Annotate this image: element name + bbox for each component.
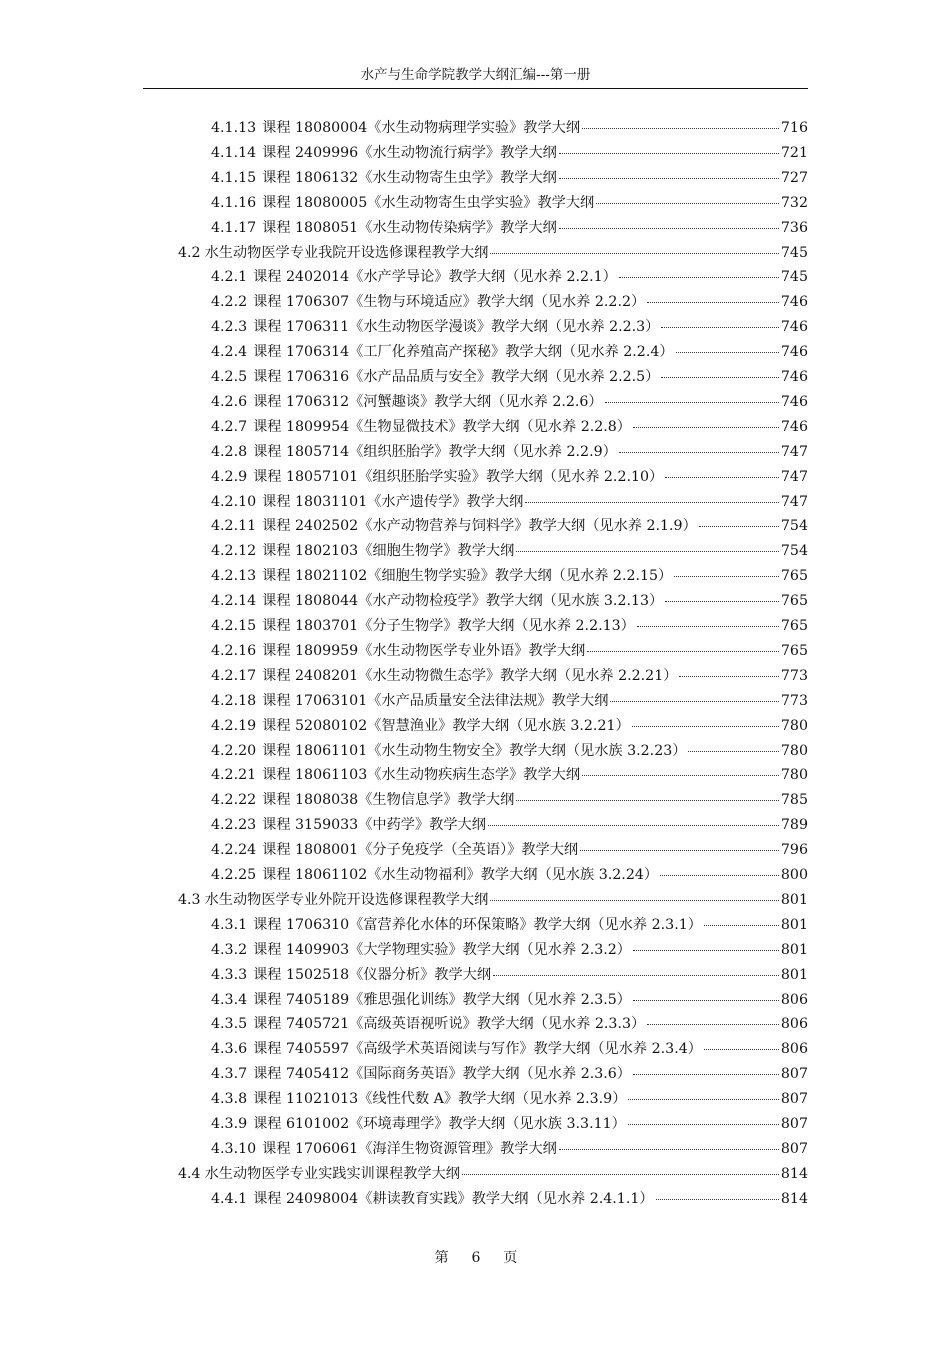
toc-entry-page: 746: [780, 369, 808, 385]
toc-leader-dots: [637, 625, 779, 627]
toc-entry-number: 4.2.10: [211, 493, 257, 510]
toc-entry[interactable]: [211, 290, 808, 315]
toc-entry-number: 4.3.8: [211, 1091, 248, 1108]
toc-entry-number: 4.3.9: [211, 1116, 248, 1132]
toc-entry-page: 745: [780, 269, 808, 286]
toc-leader-dots: [490, 252, 779, 254]
toc-entry[interactable]: [211, 664, 808, 689]
toc-leader-dots: [628, 1123, 779, 1125]
toc-entry[interactable]: [211, 938, 808, 963]
toc-leader-dots: [587, 650, 779, 652]
toc-leader-dots: [633, 999, 779, 1001]
toc-leader-dots: [647, 1023, 779, 1025]
toc-leader-dots: [493, 974, 779, 976]
toc-entry-title: 水生动物医学专业外院开设选修课程教学大纲: [204, 891, 489, 908]
toc-entry-number: 4.3.6: [211, 1041, 248, 1058]
toc-leader-dots: [704, 1048, 779, 1050]
toc-entry-title: 课程 18061101《水生动物生物安全》教学大纲（见水族 3.2.23）: [262, 742, 687, 759]
toc-leader-dots: [559, 152, 779, 154]
toc-leader-dots: [661, 376, 779, 378]
toc-entry-page: 780: [780, 717, 808, 734]
toc-leader-dots: [633, 1073, 779, 1075]
toc-entry-number: 4.2.1: [211, 269, 248, 286]
toc-entry[interactable]: [211, 415, 808, 440]
header-title: 水产与生命学院教学大纲汇编---第一册: [360, 67, 591, 83]
toc-entry-page: 727: [780, 169, 808, 186]
toc-entry-page: 721: [780, 144, 808, 161]
toc-leader-dots: [674, 575, 779, 577]
toc-entry-number: 4.2.22: [211, 792, 257, 809]
toc-entry[interactable]: [178, 1162, 808, 1187]
toc-entry-title: 课程 1808038《生物信息学》教学大纲: [262, 792, 515, 809]
toc-entry-title: 课程 2408201《水生动物微生态学》教学大纲（见水养 2.2.21）: [262, 667, 678, 684]
toc-entry-title: 课程 1706307《生物与环境适应》教学大纲（见水养 2.2.2）: [253, 294, 646, 311]
toc-entry-number: 4.2.19: [211, 717, 257, 734]
toc-entry[interactable]: [211, 216, 808, 241]
toc-entry-number: 4.2: [178, 244, 201, 261]
toc-entry-title: 课程 1706312《河蟹趣谈》教学大纲（见水养 2.2.6）: [253, 393, 603, 410]
toc-entry-page: 806: [780, 991, 808, 1008]
toc-entry-number: 4.2.5: [211, 369, 248, 385]
toc-entry[interactable]: [211, 1062, 808, 1087]
toc-entry-page: 807: [780, 1066, 808, 1083]
toc-entry[interactable]: [211, 265, 808, 290]
toc-entry-number: 4.1.15: [211, 169, 257, 186]
toc-entry[interactable]: [211, 514, 808, 539]
toc-leader-dots: [676, 351, 779, 353]
toc-entry-number: 4.2.6: [211, 393, 248, 410]
toc-leader-dots: [488, 824, 779, 826]
toc-entry[interactable]: [211, 490, 808, 515]
toc-entry-title: 课程 18061103《水生动物疾病生态学》教学大纲: [262, 767, 581, 784]
toc-entry-number: 4.4: [178, 1165, 201, 1182]
toc-entry-title: 课程 1502518《仪器分析》教学大纲: [253, 966, 492, 983]
toc-entry-title: 课程 18031101《水产遗传学》教学大纲: [262, 493, 524, 510]
toc-entry-title: 课程 1808051《水生动物传染病学》教学大纲: [262, 219, 557, 236]
toc-entry-number: 4.3.5: [211, 1016, 248, 1033]
toc-leader-dots: [633, 949, 779, 951]
toc-leader-dots: [559, 1148, 779, 1150]
toc-entry-title: 课程 1806132《水生动物寄生虫学》教学大纲: [262, 169, 557, 186]
toc-entry-title: 课程 18057101《组织胚胎学实验》教学大纲（见水养 2.2.10）: [253, 468, 664, 485]
toc-entry-number: 4.2.21: [211, 767, 257, 784]
toc-entry-page: 773: [780, 667, 808, 684]
toc-entry-number: 4.3: [178, 891, 201, 908]
toc-entry[interactable]: [211, 813, 808, 838]
toc-entry-page: 796: [780, 842, 808, 859]
toc-entry[interactable]: [178, 241, 808, 266]
toc-entry-page: 780: [780, 742, 808, 759]
toc-entry-title: 课程 7405412《国际商务英语》教学大纲（见水养 2.3.6）: [253, 1066, 631, 1083]
footer-page-number: 6: [471, 1250, 481, 1266]
toc-entry-page: 765: [780, 618, 808, 634]
toc-leader-dots: [462, 1173, 779, 1175]
toc-entry-title: 课程 7405189《雅思强化训练》教学大纲（见水养 2.3.5）: [253, 991, 631, 1008]
toc-entry-page: 807: [780, 1140, 808, 1157]
toc-leader-dots: [559, 227, 779, 229]
toc-entry-title: 课程 1809959《水生动物医学专业外语》教学大纲: [262, 642, 586, 659]
toc-entry-title: 课程 17063101《水产品质量安全法律法规》教学大纲: [262, 692, 609, 709]
toc-entry-page: 807: [780, 1091, 808, 1108]
toc-entry-title: 课程 2402014《水产学导论》教学大纲（见水养 2.2.1）: [253, 269, 617, 286]
toc-entry[interactable]: [211, 963, 808, 988]
toc-entry-number: 4.2.14: [211, 593, 257, 610]
toc-leader-dots: [688, 750, 778, 752]
toc-entry[interactable]: [211, 1137, 808, 1162]
toc-leader-dots: [633, 426, 779, 428]
toc-entry-title: 课程 24098004《耕读教育实践》教学大纲（见水养 2.4.1.1）: [253, 1190, 654, 1207]
toc-entry-title: 课程 2409996《水生动物流行病学》教学大纲: [262, 144, 557, 161]
toc-entry-page: 732: [780, 194, 808, 211]
toc-entry-title: 水生动物医学专业我院开设选修课程教学大纲: [204, 244, 489, 261]
toc-entry-title: 课程 1808044《水产动物检疫学》教学大纲（见水族 3.2.13）: [262, 593, 664, 610]
toc-leader-dots: [661, 326, 779, 328]
toc-entry[interactable]: [211, 191, 808, 216]
toc-entry-page: 801: [780, 941, 808, 958]
toc-entry-page: 780: [780, 767, 808, 784]
toc-entry-number: 4.2.9: [211, 468, 248, 485]
toc-entry-number: 4.2.15: [211, 618, 257, 634]
toc-leader-dots: [525, 501, 779, 503]
toc-entry-number: 4.1.14: [211, 144, 257, 161]
toc-entry-page: 785: [780, 792, 808, 809]
toc-entry-title: 课程 1409903《大学物理实验》教学大纲（见水养 2.3.2）: [253, 941, 631, 958]
toc-entry-number: 4.3.7: [211, 1066, 248, 1083]
toc-entry-number: 4.2.18: [211, 692, 257, 709]
toc-entry-page: 814: [780, 1165, 808, 1182]
header-divider: [143, 88, 808, 89]
toc-entry[interactable]: [211, 340, 808, 365]
toc-leader-dots: [704, 924, 779, 926]
toc-entry-page: 765: [780, 642, 808, 659]
toc-entry-title: 课程 18080004《水生动物病理学实验》教学大纲: [262, 120, 581, 136]
toc-entry-page: 806: [780, 1041, 808, 1058]
toc-entry-number: 4.3.10: [211, 1140, 257, 1157]
toc-entry[interactable]: [211, 739, 808, 764]
toc-entry-title: 水生动物医学专业实践实训课程教学大纲: [204, 1165, 460, 1182]
toc-entry-title: 课程 1706316《水产品品质与安全》教学大纲（见水养 2.2.5）: [253, 369, 660, 385]
toc-entry[interactable]: [211, 1187, 808, 1212]
toc-entry[interactable]: [178, 888, 808, 913]
toc-leader-dots: [516, 550, 779, 552]
toc-entry-number: 4.2.12: [211, 543, 257, 560]
toc-entry-page: 754: [780, 543, 808, 560]
toc-entry-number: 4.2.4: [211, 344, 248, 361]
toc-leader-dots: [516, 799, 779, 801]
toc-entry-page: 746: [780, 344, 808, 361]
toc-entry[interactable]: [211, 988, 808, 1013]
toc-entry-number: 4.1.13: [211, 120, 257, 136]
toc-entry-title: 课程 3159033《中药学》教学大纲: [262, 817, 486, 834]
toc-entry[interactable]: [211, 166, 808, 191]
toc-entry-title: 课程 52080102《智慧渔业》教学大纲（见水族 3.2.21）: [262, 717, 630, 734]
toc-leader-dots: [559, 177, 779, 179]
toc-entry[interactable]: [211, 913, 808, 938]
toc-leader-dots: [582, 127, 779, 129]
toc-entry-number: 4.2.25: [211, 867, 257, 883]
toc-entry-title: 课程 2402502《水产动物营养与饲料学》教学大纲（见水养 2.1.9）: [262, 518, 697, 535]
toc-leader-dots: [679, 675, 778, 677]
toc-entry-title: 课程 1706310《富营养化水体的环保策略》教学大纲（见水养 2.3.1）: [253, 916, 702, 933]
toc-entry-page: 747: [780, 493, 808, 510]
toc-entry[interactable]: [211, 714, 808, 739]
toc-entry-page: 746: [780, 294, 808, 311]
toc-entry[interactable]: [211, 1012, 808, 1037]
toc-leader-dots: [665, 600, 779, 602]
toc-entry-number: 4.3.4: [211, 991, 248, 1008]
toc-entry[interactable]: [211, 365, 808, 390]
toc-entry-title: 课程 1706314《工厂化养殖高产探秘》教学大纲（见水养 2.2.4）: [253, 344, 674, 361]
toc-entry-page: 745: [780, 244, 808, 261]
toc-leader-dots: [632, 725, 779, 727]
toc-entry-page: 747: [780, 468, 808, 485]
toc-entry-number: 4.2.20: [211, 742, 257, 759]
toc-entry-page: 806: [780, 1016, 808, 1033]
toc-entry[interactable]: [211, 689, 808, 714]
toc-entry[interactable]: [211, 116, 808, 141]
toc-entry-number: 4.2.7: [211, 418, 248, 435]
toc-leader-dots: [580, 849, 779, 851]
toc-entry-title: 课程 1805714《组织胚胎学》教学大纲（见水养 2.2.9）: [253, 443, 617, 460]
toc-entry-title: 课程 11021013《线性代数 A》教学大纲（见水养 2.3.9）: [253, 1091, 627, 1108]
toc-entry[interactable]: [211, 589, 808, 614]
toc-entry[interactable]: [211, 614, 808, 639]
toc-leader-dots: [660, 874, 779, 876]
toc-entry-page: 801: [780, 916, 808, 933]
toc-entry-page: 716: [780, 120, 808, 136]
toc-entry-number: 4.3.1: [211, 916, 248, 933]
toc-entry-page: 807: [780, 1116, 808, 1132]
toc-entry-number: 4.2.17: [211, 667, 257, 684]
toc-entry-number: 4.1.17: [211, 219, 257, 236]
toc-entry[interactable]: [211, 390, 808, 415]
toc-entry[interactable]: [211, 863, 808, 888]
toc-leader-dots: [582, 774, 779, 776]
toc-leader-dots: [656, 1198, 779, 1200]
toc-entry-number: 4.2.13: [211, 568, 257, 585]
toc-entry-title: 课程 1802103《细胞生物学》教学大纲: [262, 543, 515, 560]
toc-entry-title: 课程 18021102《细胞生物学实验》教学大纲（见水养 2.2.15）: [262, 568, 673, 585]
toc-entry[interactable]: [211, 1087, 808, 1112]
toc-entry[interactable]: [211, 141, 808, 166]
footer-prefix: 第: [434, 1250, 449, 1266]
toc-entry-page: 801: [780, 891, 808, 908]
toc-entry-page: 765: [780, 568, 808, 585]
toc-entry[interactable]: [211, 1037, 808, 1062]
toc-entry-page: 801: [780, 966, 808, 983]
toc-entry-number: 4.2.24: [211, 842, 257, 859]
toc-leader-dots: [665, 476, 779, 478]
toc-entry-title: 课程 7405721《高级英语视听说》教学大纲（见水养 2.3.3）: [253, 1016, 646, 1033]
toc-entry-page: 765: [780, 593, 808, 610]
toc-entry-title: 课程 1803701《分子生物学》教学大纲（见水养 2.2.13）: [262, 618, 635, 634]
toc-leader-dots: [490, 899, 779, 901]
toc-entry-page: 789: [780, 817, 808, 834]
toc-entry-number: 4.2.23: [211, 817, 257, 834]
toc-leader-dots: [619, 276, 779, 278]
toc-entry-page: 746: [780, 319, 808, 336]
toc-entry-title: 课程 6101002《环境毒理学》教学大纲（见水族 3.3.11）: [253, 1116, 626, 1132]
toc-entry-page: 814: [780, 1190, 808, 1207]
toc-entry[interactable]: [211, 838, 808, 863]
toc-entry[interactable]: [211, 639, 808, 664]
toc-entry-page: 800: [780, 867, 808, 883]
toc-entry[interactable]: [211, 564, 808, 589]
toc-entry-page: 746: [780, 393, 808, 410]
toc-entry[interactable]: [211, 465, 808, 490]
toc-leader-dots: [699, 525, 779, 527]
toc-leader-dots: [647, 301, 779, 303]
toc-entry-number: 4.2.16: [211, 642, 257, 659]
toc-entry-page: 736: [780, 219, 808, 236]
footer-suffix: 页: [503, 1250, 518, 1266]
toc-leader-dots: [605, 401, 779, 403]
toc-entry-page: 746: [780, 418, 808, 435]
toc-entry-number: 4.3.3: [211, 966, 248, 983]
toc-entry-page: 747: [780, 443, 808, 460]
toc-entry-title: 课程 7405597《高级学术英语阅读与写作》教学大纲（见水养 2.3.4）: [253, 1041, 702, 1058]
toc-entry[interactable]: [211, 440, 808, 465]
toc-entry[interactable]: [211, 1112, 808, 1137]
toc-entry-title: 课程 18061102《水生动物福利》教学大纲（见水族 3.2.24）: [262, 867, 659, 883]
toc-entry-title: 课程 18080005《水生动物寄生虫学实验》教学大纲: [262, 194, 595, 211]
toc-leader-dots: [619, 451, 779, 453]
toc-entry-number: 4.2.3: [211, 319, 248, 336]
toc-entry-title: 课程 1809954《生物显微技术》教学大纲（见水养 2.2.8）: [253, 418, 631, 435]
toc-leader-dots: [596, 202, 779, 204]
toc-entry[interactable]: [211, 539, 808, 564]
toc-entry-title: 课程 1808001《分子免疫学（全英语）》教学大纲: [262, 842, 579, 859]
toc-entry-number: 4.2.11: [211, 518, 257, 535]
toc-entry-number: 4.3.2: [211, 941, 248, 958]
toc-entry[interactable]: [211, 763, 808, 788]
toc-leader-dots: [610, 700, 778, 702]
toc-entry-number: 4.4.1: [211, 1190, 248, 1207]
toc-entry-number: 4.2.8: [211, 443, 248, 460]
toc-entry-number: 4.1.16: [211, 194, 257, 211]
page-footer: [0, 1246, 952, 1270]
toc-entry[interactable]: [211, 788, 808, 813]
toc-entry-title: 课程 1706311《水生动物医学漫谈》教学大纲（见水养 2.2.3）: [253, 319, 660, 336]
toc-entry-page: 754: [780, 518, 808, 535]
toc-entry-number: 4.2.2: [211, 294, 248, 311]
toc-entry-title: 课程 1706061《海洋生物资源管理》教学大纲: [262, 1140, 557, 1157]
toc-entry-page: 773: [780, 692, 808, 709]
toc-entry[interactable]: [211, 315, 808, 340]
toc-leader-dots: [628, 1098, 779, 1100]
